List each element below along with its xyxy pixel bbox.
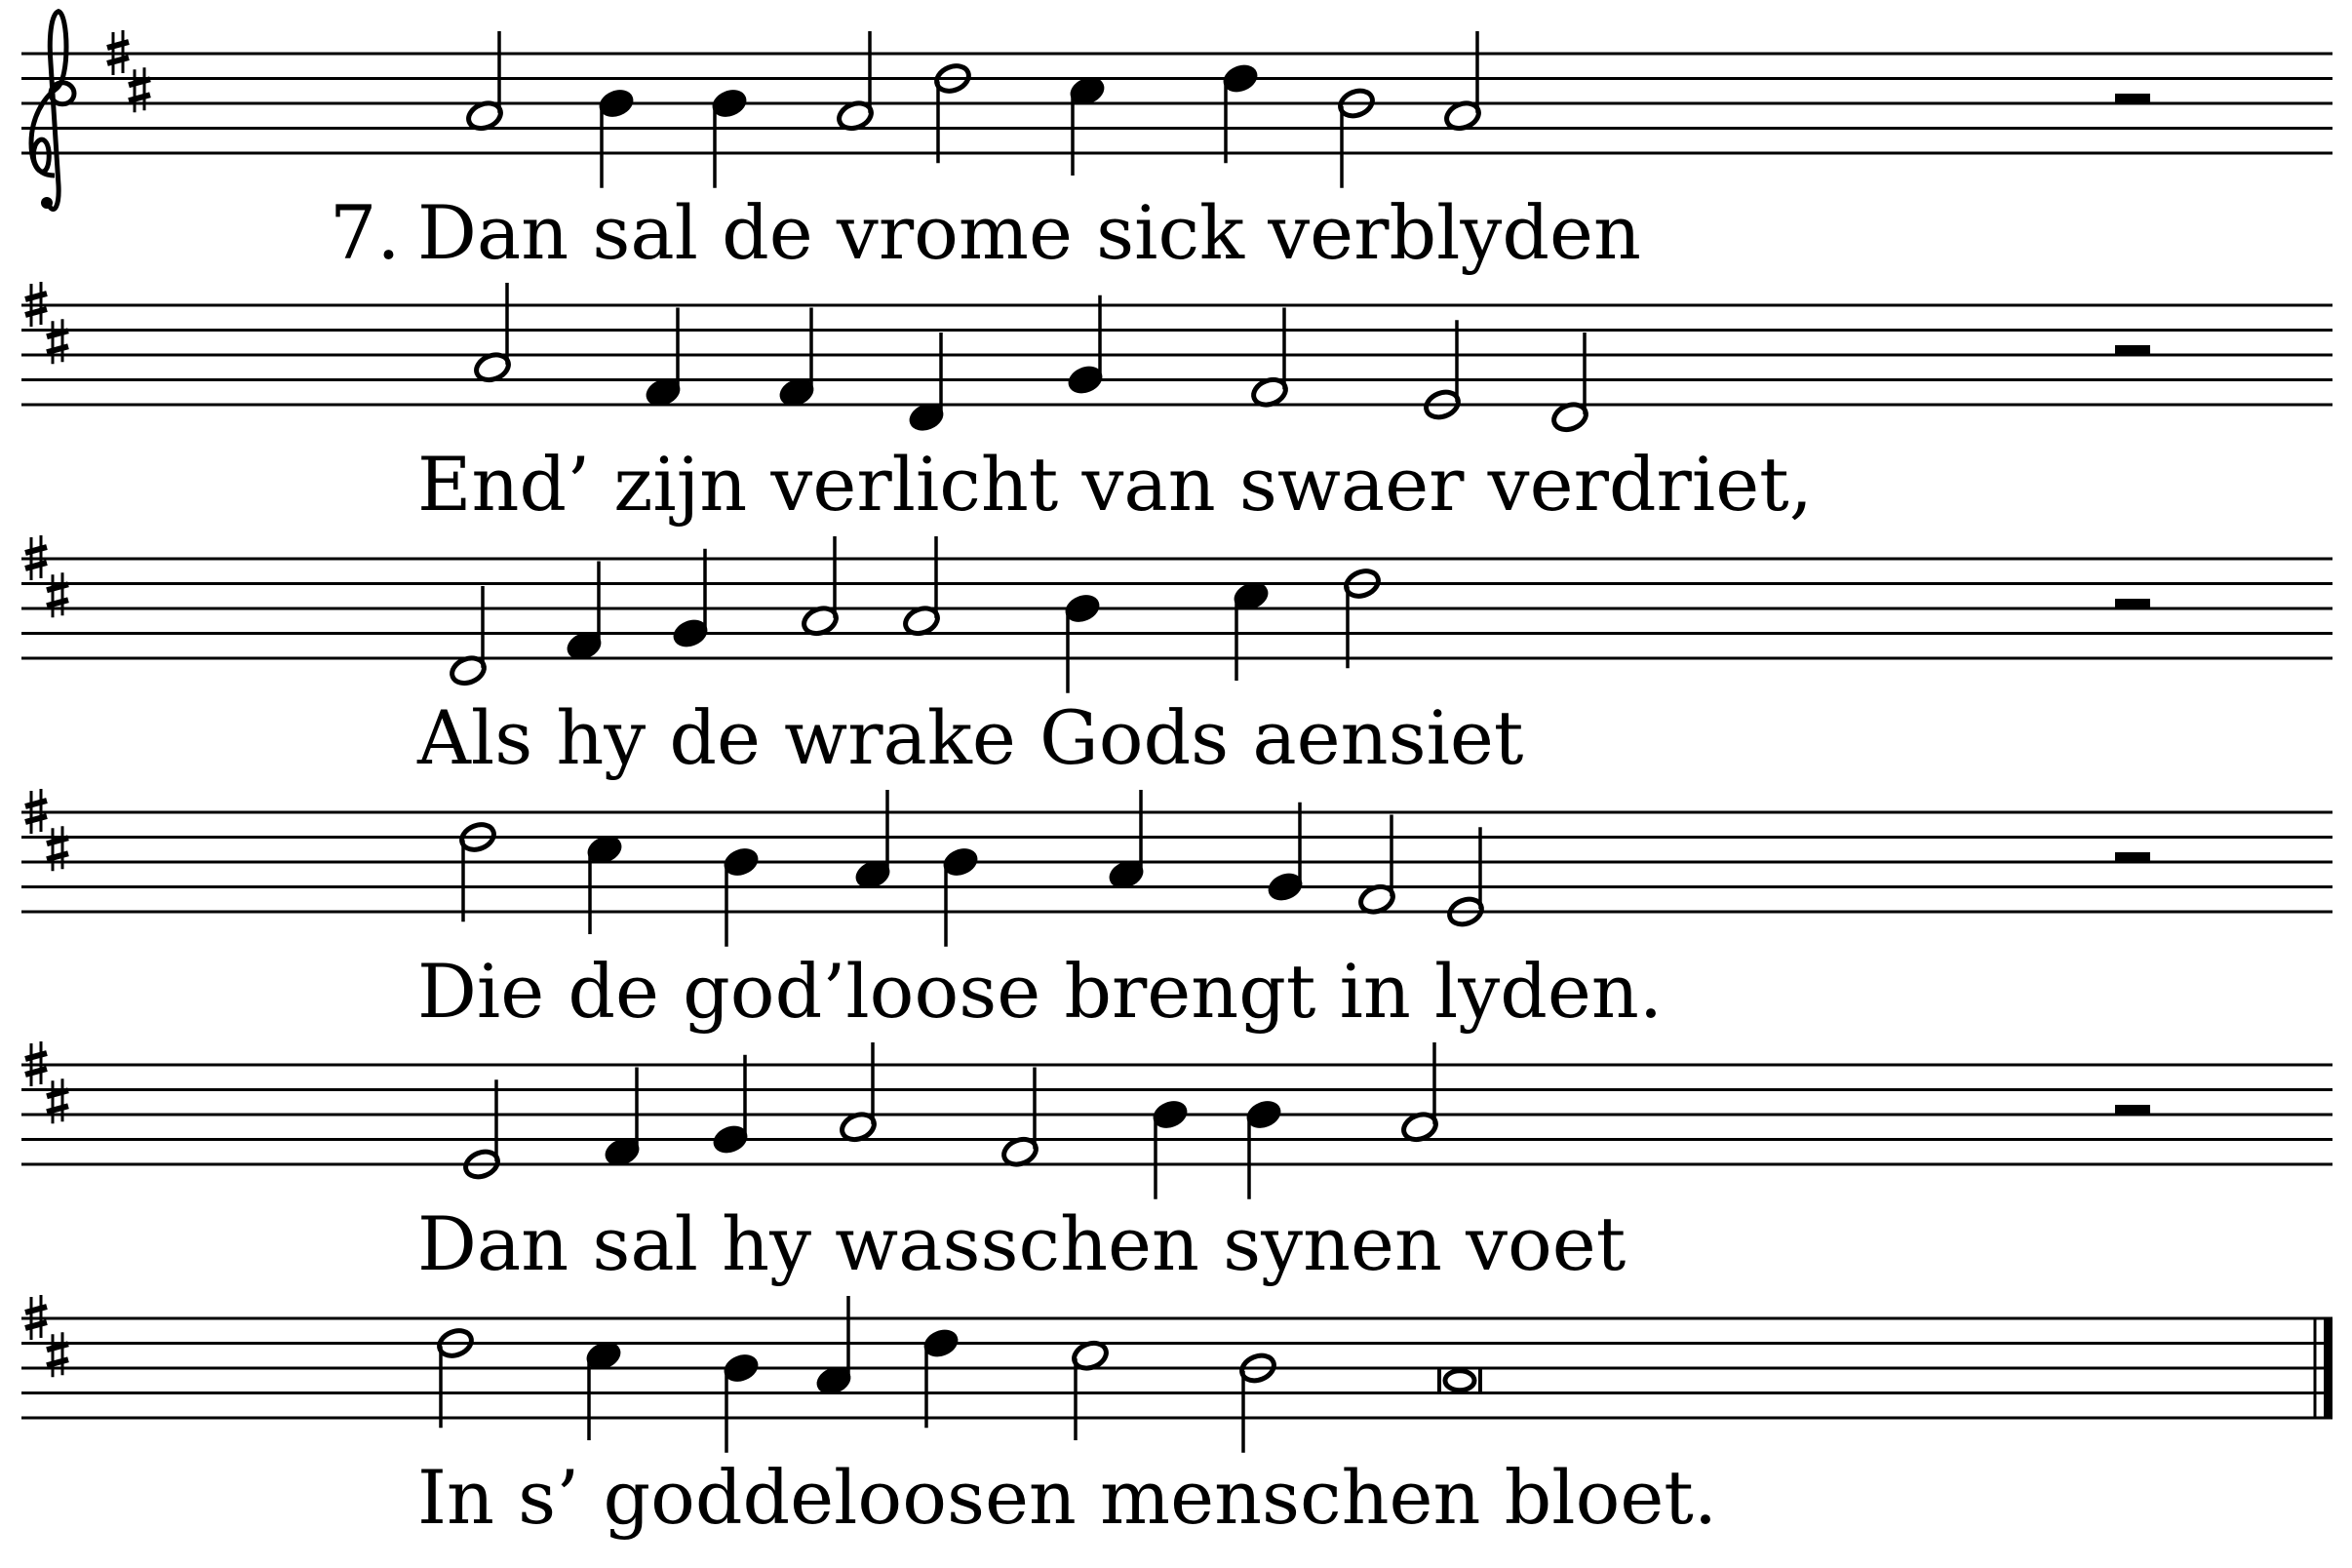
note [907, 333, 947, 434]
note [1266, 803, 1306, 904]
note [671, 549, 711, 650]
half-rest-icon [2115, 345, 2150, 355]
half-rest-icon [2115, 1105, 2150, 1115]
sharp-icon [47, 1332, 68, 1377]
note [1068, 74, 1108, 176]
staff-system [21, 12, 2332, 276]
note [465, 31, 505, 133]
note [777, 308, 817, 410]
note [1238, 1352, 1278, 1453]
note [462, 1079, 502, 1181]
note [449, 586, 489, 687]
note [644, 308, 684, 410]
note [933, 61, 973, 163]
note [1423, 320, 1463, 421]
note [1071, 1339, 1111, 1440]
lyric-line: In s’ goddeloosen menschen bloet. [417, 1454, 1718, 1541]
half-rest-icon [2115, 599, 2150, 608]
sharp-icon [47, 1078, 68, 1123]
staff-system [21, 1041, 2332, 1287]
note [1400, 1042, 1440, 1144]
note [1446, 827, 1486, 928]
staff-system [21, 789, 2332, 1035]
note [603, 1068, 643, 1169]
lyric-line: Die de god’loose brengt in lyden. [417, 948, 1663, 1035]
note [1107, 790, 1147, 891]
note [801, 536, 841, 638]
note [1250, 308, 1290, 410]
note [710, 87, 750, 188]
note [1443, 31, 1483, 133]
treble-clef [31, 12, 74, 210]
sharp-icon [47, 826, 68, 871]
note [1000, 1068, 1040, 1169]
note [839, 1042, 879, 1144]
note [1066, 295, 1106, 397]
note [1151, 1098, 1191, 1199]
staff-system [21, 535, 2332, 781]
lyric-line: End’ zijn verlicht van swaer verdriet, [417, 441, 1813, 528]
note [1221, 61, 1261, 163]
note [902, 536, 942, 638]
note [1357, 815, 1397, 917]
note [597, 87, 637, 188]
note [1343, 567, 1383, 668]
note [436, 1326, 476, 1428]
note [458, 820, 498, 921]
note [1244, 1098, 1284, 1199]
note [941, 845, 981, 947]
note [722, 1352, 762, 1453]
lyric-line: Dan sal de vrome sick verblyden [417, 189, 1641, 276]
note [1063, 592, 1103, 693]
note [853, 790, 893, 891]
lyric-line: Als hy de wrake Gods aensiet [417, 694, 1524, 781]
note [1439, 1367, 1480, 1394]
staff-system [21, 282, 2332, 528]
note [1232, 579, 1272, 681]
verse-number: 7. [330, 189, 401, 276]
note [584, 1339, 624, 1440]
sharp-icon [129, 67, 150, 112]
half-rest-icon [2115, 94, 2150, 103]
lyric-line: Dan sal hy wasschen synen voet [417, 1200, 1627, 1287]
note [722, 845, 762, 947]
final-barline [2324, 1318, 2332, 1418]
note [585, 833, 625, 934]
staff-system [21, 1295, 2332, 1541]
note [814, 1296, 854, 1397]
note [921, 1326, 961, 1428]
note [473, 283, 513, 384]
note [565, 562, 605, 663]
half-rest-icon [2115, 852, 2150, 862]
note [711, 1055, 751, 1156]
sharp-icon [47, 572, 68, 617]
note [1550, 333, 1590, 434]
note [836, 31, 876, 133]
note [1337, 87, 1377, 188]
sharp-icon [47, 319, 68, 364]
